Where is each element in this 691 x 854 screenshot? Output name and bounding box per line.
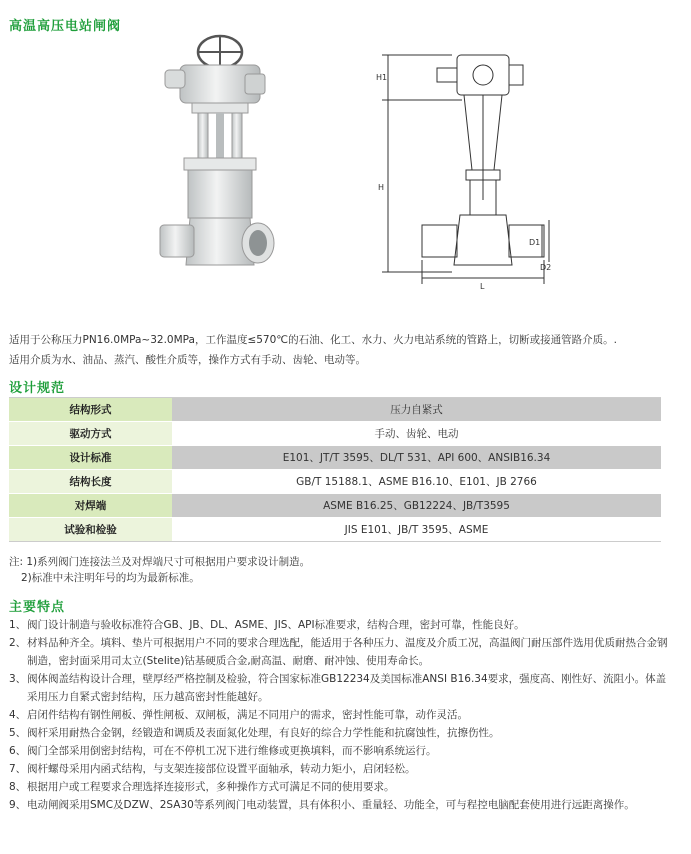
- spec-value: GB/T 15188.1、ASME B16.10、E101、JB 2766: [172, 470, 661, 494]
- item-number: 1、: [9, 619, 27, 631]
- item-number: 2、: [9, 637, 27, 649]
- spec-key: 结构形式: [9, 398, 172, 422]
- dim-h1-label: H1: [376, 73, 388, 82]
- note-line-2: 2)标准中未注明年号的均为最新标准。: [21, 572, 200, 584]
- list-item: [9, 724, 674, 742]
- list-item: [9, 742, 674, 760]
- item-text: 阀门设计制造与验收标准符合GB、JB、DL、ASME、JIS、API标准要求，结构合理，密封可靠，性能良好。: [27, 619, 525, 631]
- list-item: [9, 616, 674, 634]
- spec-section-title: 设计规范: [9, 381, 66, 396]
- item-text: 阀杆螺母采用内函式结构，与支架连接部位设置平面轴承，转动力矩小，启闭轻松。: [27, 763, 416, 775]
- intro-line-1: 适用于公称压力PN16.0MPa~32.0MPa，工作温度≤570℃的石油、化工、水力、火力电站系统的管路上，切断或接通管路介质。.: [9, 334, 617, 346]
- item-text: 材料品种齐全。填料、垫片可根据用户不同的要求合理选配，能适用于各种压力、温度及介质工况，高温阀门耐压部件选用优质耐热合金钢制造，密封面采用司太立(Stelite)钴基硬质合金,耐高温、耐磨、耐冲蚀、使用寿命长。: [27, 637, 668, 667]
- page-title: 高温高压电站闸阀: [9, 19, 122, 34]
- list-item: [9, 706, 674, 724]
- spec-key: 驱动方式: [9, 422, 172, 446]
- list-item: [9, 796, 674, 814]
- spec-key: 结构长度: [9, 470, 172, 494]
- item-number: 7、: [9, 763, 27, 775]
- item-number: 8、: [9, 781, 27, 793]
- item-number: 3、: [9, 673, 27, 685]
- item-text: 阀体阀盖结构设计合理，壁厚经严格控制及检验，符合国家标准GB12234及美国标准ANSI B16.34要求，强度高、刚性好、流阻小。体盖采用压力自紧式密封结构，压力越高密封性能越好。: [27, 673, 667, 703]
- item-text: 启闭件结构有钢性闸板、弹性闸板、双闸板，满足不同用户的需求，密封性能可靠，动作灵活。: [27, 709, 468, 721]
- spec-value: 压力自紧式: [172, 398, 661, 422]
- intro-paragraph: [9, 330, 649, 370]
- item-text: 根据用户或工程要求合理选择连接形式，多种操作方式可满足不同的使用要求。: [27, 781, 395, 793]
- dimension-drawing: [372, 40, 552, 290]
- item-number: 4、: [9, 709, 27, 721]
- list-item: [9, 778, 674, 796]
- spec-value: 手动、齿轮、电动: [172, 422, 661, 446]
- spec-row: [9, 398, 661, 422]
- item-text: 阀杆采用耐热合金钢，经锻造和调质及表面氮化处理，有良好的综合力学性能和抗腐蚀性，抗擦伤性。: [27, 727, 500, 739]
- dim-d1-label: D1: [529, 238, 541, 247]
- spec-value: ASME B16.25、GB12224、JB/T3595: [172, 494, 661, 518]
- spec-key: 对焊端: [9, 494, 172, 518]
- item-text: 电动闸阀采用SMC及DZW、2SA30等系列阀门电动装置，具有体积小、重量轻、功能全，可与程控电脑配套使用进行远距离操作。: [27, 799, 635, 811]
- spec-value: E101、JT/T 3595、DL/T 531、API 600、ANSIB16.34: [172, 446, 661, 470]
- spec-row: [9, 470, 661, 494]
- spec-value: JIS E101、JB/T 3595、ASME: [172, 518, 661, 542]
- spec-key: 设计标准: [9, 446, 172, 470]
- item-number: 5、: [9, 727, 27, 739]
- note-line-1: 注: 1)系列阀门连接法兰及对焊端尺寸可根据用户要求设计制造。: [9, 556, 311, 568]
- spec-row: [9, 518, 661, 542]
- list-item: [9, 760, 674, 778]
- item-text: 阀门全部采用倒密封结构，可在不停机工况下进行维修或更换填料，而不影响系统运行。: [27, 745, 437, 757]
- valve-photo: [150, 30, 280, 280]
- features-list: [9, 616, 674, 814]
- spec-row: [9, 446, 661, 470]
- intro-line-2: 适用介质为水、油品、蒸汽、酸性介质等，操作方式有手动、齿轮、电动等。: [9, 354, 366, 366]
- dim-h-label: H: [378, 183, 385, 192]
- list-item: [9, 670, 674, 706]
- notes: [9, 554, 310, 586]
- list-item: [9, 634, 674, 670]
- spec-row: [9, 422, 661, 446]
- item-number: 6、: [9, 745, 27, 757]
- spec-table: [9, 397, 661, 542]
- spec-key: 试验和检验: [9, 518, 172, 542]
- dim-l-label: L: [480, 282, 485, 290]
- spec-row: [9, 494, 661, 518]
- dim-d2-label: D2: [540, 263, 552, 272]
- item-number: 9、: [9, 799, 27, 811]
- features-section-title: 主要特点: [9, 600, 66, 615]
